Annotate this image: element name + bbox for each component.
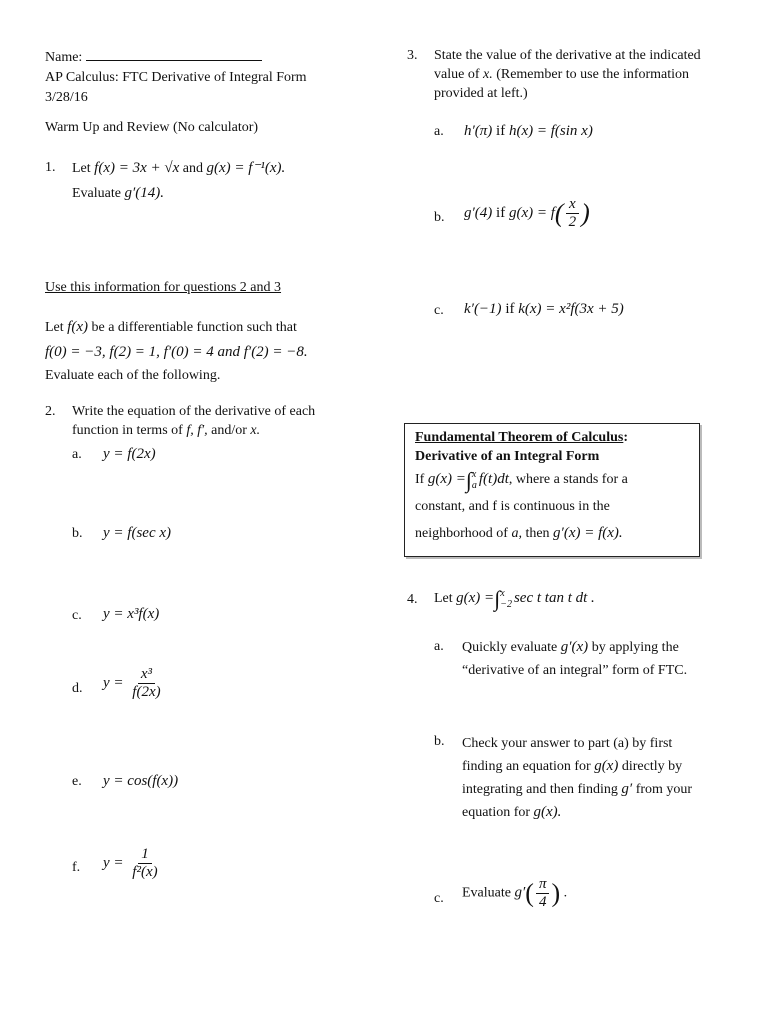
g-prime-target: g′(4) xyxy=(464,204,493,221)
and-or-text: and/or xyxy=(211,423,247,438)
fraction xyxy=(536,876,550,911)
question-number: 1. xyxy=(45,160,56,175)
part-label: a. xyxy=(72,447,82,462)
evaluate-text: Evaluate xyxy=(72,186,121,201)
if-text: if xyxy=(496,123,506,139)
denominator: 4 xyxy=(538,894,547,910)
part-c-text xyxy=(462,876,567,911)
line-3-prefix: neighborhood of xyxy=(415,526,508,542)
if-text: if xyxy=(496,204,506,221)
question-2-line-1: Write the equation of the derivative of each xyxy=(72,404,316,419)
part-e-expression: y = cos(f(x)) xyxy=(103,773,179,789)
numerator: 1 xyxy=(138,846,152,864)
numerator: π xyxy=(536,876,550,894)
part-label: f. xyxy=(72,860,81,875)
line-1-suffix: by applying the xyxy=(591,640,679,655)
then-text: then xyxy=(525,526,550,542)
question-1-line-1 xyxy=(72,158,285,179)
left-paren: ( xyxy=(554,198,564,228)
ftc-definition-box xyxy=(404,423,700,557)
right-paren: ) xyxy=(551,878,561,908)
g-of-x: g(x). xyxy=(533,804,562,820)
h-definition: h(x) = f(sin x) xyxy=(508,123,593,139)
g-lhs: g(x) = xyxy=(456,590,495,607)
denominator: f²(x) xyxy=(132,864,158,880)
k-prime-target: k′(−1) xyxy=(464,301,502,317)
course-title: AP Calculus: FTC Derivative of Integral Form xyxy=(45,70,307,85)
denominator: f(2x) xyxy=(132,684,161,700)
g-prime-target: g′(14). xyxy=(124,185,165,201)
numerator: x³ xyxy=(138,666,155,684)
ftc-line-3 xyxy=(415,520,689,547)
line-2-prefix: value of xyxy=(434,67,480,82)
question-number: 4. xyxy=(407,592,418,607)
part-f-expression xyxy=(103,846,163,881)
name-label: Name: xyxy=(45,50,83,65)
let-text: Let xyxy=(72,161,91,176)
g-definition: g(x) = f⁻¹(x). xyxy=(206,160,286,176)
period: . xyxy=(563,885,568,901)
integral-limits xyxy=(500,588,512,610)
g-lhs: g(x) = xyxy=(427,471,466,487)
ftc-line-1 xyxy=(415,466,689,493)
g-prime-x: g′(x) xyxy=(560,639,589,655)
terms-f-fprime: f, f′, xyxy=(186,423,208,438)
g-of-x: g(x) xyxy=(594,758,619,774)
integral-sign: ∫ xyxy=(494,586,501,611)
question-3-line-3: provided at left.) xyxy=(434,86,528,101)
left-paren: ( xyxy=(525,878,534,908)
denominator: 2 xyxy=(568,214,577,230)
question-3-line-1: State the value of the derivative at the indicated xyxy=(434,48,701,63)
question-2-line-2 xyxy=(72,421,260,441)
part-label: c. xyxy=(434,303,444,318)
part-label: b. xyxy=(72,526,83,541)
title-colon: : xyxy=(623,430,629,445)
evaluate-text: Evaluate xyxy=(462,885,511,901)
x-variable: x. xyxy=(482,67,493,82)
a-variable: a, xyxy=(511,526,522,542)
line-2-rest: (Remember to use the information xyxy=(496,67,690,82)
g-definition-lhs: g(x) = f xyxy=(508,204,555,221)
part-b-text xyxy=(462,732,692,824)
g-prime: g′ xyxy=(514,884,526,901)
line-3-suffix: from your xyxy=(635,782,693,797)
upper-limit: x xyxy=(500,588,505,599)
info-heading: Use this information for questions 2 and 3 xyxy=(45,280,282,295)
numerator: x xyxy=(566,196,579,214)
ftc-conclusion: g′(x) = f(x). xyxy=(553,525,623,542)
part-label: b. xyxy=(434,734,445,749)
part-label: a. xyxy=(434,124,444,139)
question-number: 3. xyxy=(407,48,418,63)
part-label: a. xyxy=(434,639,444,654)
question-3-line-2 xyxy=(434,65,689,85)
question-number: 2. xyxy=(45,404,56,419)
info-intro xyxy=(45,317,297,338)
line-1-rest: , where a stands for a xyxy=(508,472,628,487)
part-c-expression: y = x³f(x) xyxy=(103,606,160,622)
line-1-prefix: Quickly evaluate xyxy=(462,640,558,655)
name-blank-line xyxy=(86,46,262,61)
integrand: f(t)dt xyxy=(478,471,509,487)
ftc-subtitle: Derivative of an Integral Form xyxy=(415,449,600,464)
part-a-expression xyxy=(464,121,593,141)
question-4-line-1 xyxy=(434,588,595,610)
line-2-suffix: directly by xyxy=(621,759,683,774)
ftc-title: Fundamental Theorem of Calculus xyxy=(415,430,624,445)
k-definition: k(x) = x²f(3x + 5) xyxy=(518,301,624,317)
lower-limit: −2 xyxy=(500,599,512,610)
part-d-expression xyxy=(103,666,166,701)
integral-sign: ∫ xyxy=(465,467,472,493)
line-4-prefix: equation for xyxy=(462,805,531,820)
x-variable: x. xyxy=(250,423,261,438)
part-label: c. xyxy=(434,891,444,906)
lower-limit: a xyxy=(471,479,477,491)
integrand: sec t tan t dt . xyxy=(513,590,595,607)
f-of-x: f(x) xyxy=(67,319,88,335)
fraction xyxy=(129,846,160,881)
worksheet-date: 3/28/16 xyxy=(45,90,88,105)
line-2-prefix: function in terms of xyxy=(72,423,183,438)
part-label: e. xyxy=(72,774,82,789)
and-text: and xyxy=(182,161,203,176)
evaluate-instruction: Evaluate each of the following. xyxy=(45,368,221,383)
f-definition: f(x) = 3x + √x xyxy=(94,160,180,176)
part-b-expression xyxy=(464,196,590,231)
header xyxy=(45,46,307,108)
line-1: Check your answer to part (a) by first xyxy=(462,736,673,751)
let-text: Let xyxy=(45,320,64,335)
g-prime: g′ xyxy=(621,781,633,797)
intro-rest: be a differentiable function such that xyxy=(91,320,297,335)
part-label: d. xyxy=(72,681,83,696)
line-2: “derivative of an integral” form of FTC. xyxy=(462,663,688,678)
part-label: c. xyxy=(72,608,82,623)
if-text: if xyxy=(505,301,515,317)
if-text: If xyxy=(415,472,425,487)
question-1-line-2 xyxy=(72,183,164,204)
fraction xyxy=(566,196,580,231)
part-a-text xyxy=(462,636,687,682)
part-label: b. xyxy=(434,210,445,225)
line-3-prefix: integrating and then finding xyxy=(462,782,618,797)
h-prime-target: h′(π) xyxy=(464,123,493,139)
fraction xyxy=(129,666,163,701)
upper-limit: x xyxy=(471,468,477,480)
warmup-heading: Warm Up and Review (No calculator) xyxy=(45,120,259,135)
right-paren: ) xyxy=(581,198,590,228)
integral-limits xyxy=(472,469,477,491)
part-a-expression: y = f(2x) xyxy=(103,446,156,462)
ftc-line-2: constant, and f is continuous in the xyxy=(415,499,610,515)
part-c-expression xyxy=(464,299,624,319)
y-equals: y = xyxy=(103,674,124,691)
part-b-expression: y = f(sec x) xyxy=(103,525,171,541)
y-equals: y = xyxy=(103,854,124,871)
let-text: Let xyxy=(434,591,453,607)
given-values: f(0) = −3, f(2) = 1, f′(0) = 4 and f′(2) = −8. xyxy=(45,344,308,360)
line-2-prefix: finding an equation for xyxy=(462,759,591,774)
